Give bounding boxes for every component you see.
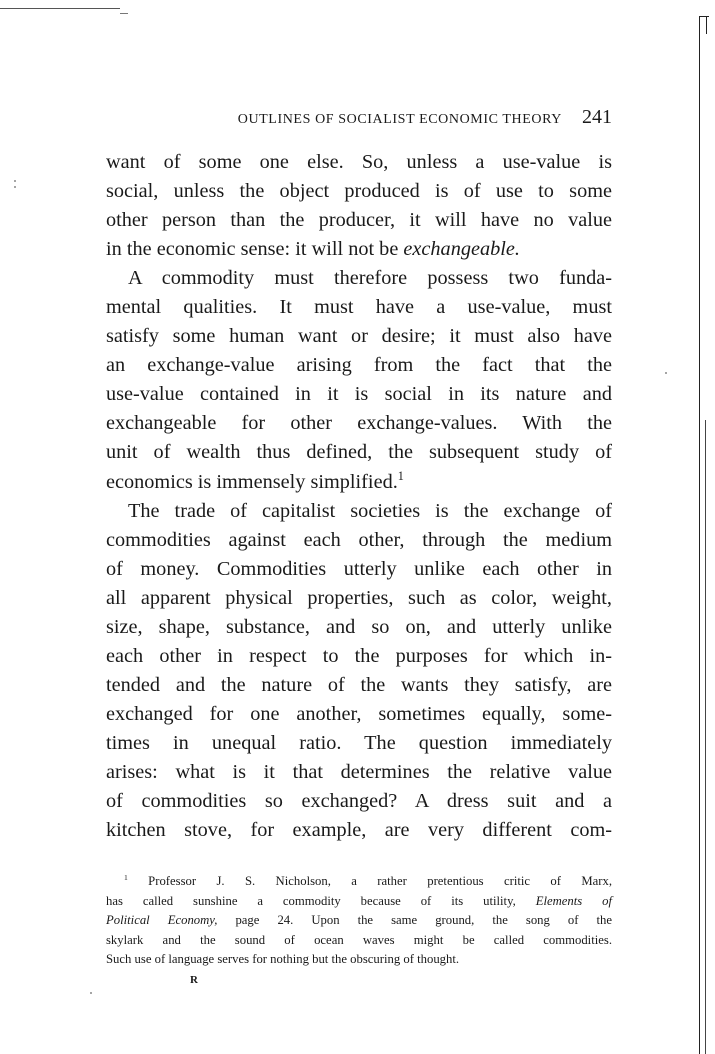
scan-speck (90, 992, 92, 994)
text-line: The trade of capitalist societies is the exchange of (128, 499, 612, 522)
footnote-line (106, 911, 612, 931)
scan-speck (14, 186, 16, 188)
text-line (106, 468, 612, 497)
book-title: Elements of (535, 893, 612, 908)
text-line: satisfy some human want or desire; it must also have (106, 325, 612, 348)
text-line: use-value contained in it is social in its nature and (106, 383, 612, 406)
running-title: OUTLINES OF SOCIALIST ECONOMIC THEORY (237, 112, 562, 127)
text-line: social, unless the object produced is of use to some (106, 180, 612, 203)
text-run: page 24. Upon the same ground, the song of the (217, 913, 613, 928)
text-line: arises: what is it that determines the relative value (106, 760, 612, 783)
text-line: of money. Commodities utterly unlike each other in (106, 557, 612, 580)
page-edge-line-inner (705, 420, 706, 1054)
scan-speck (14, 180, 16, 182)
emphasis-word: exchangeable. (403, 238, 520, 261)
footnote-ref: 1 (397, 468, 404, 483)
text-line: unit of wealth thus defined, the subsequent study of (106, 441, 612, 464)
page-edge-line (699, 16, 700, 1054)
page-edge-tick (699, 16, 709, 17)
text-line (106, 235, 612, 264)
footnote-line (106, 872, 612, 892)
text-line: kitchen stove, for example, are very different com- (106, 819, 612, 842)
text-line: tended and the nature of the wants they satisfy, are (106, 673, 612, 696)
page-edge-line-short (706, 16, 707, 34)
text-line: want of some one else. So, unless a use-value is (106, 151, 612, 173)
running-header (106, 106, 612, 130)
text-line: each other in respect to the purposes for which in- (106, 644, 612, 667)
footnote-line: Such use of language serves for nothing but the obscuring of thought. (106, 952, 460, 967)
top-rule (0, 8, 120, 9)
text-line: commodities against each other, through the medium (106, 528, 612, 551)
text-run: has called sunshine a commodity because of its utility, (106, 893, 536, 908)
text-line: exchangeable for other exchange-values. With the (106, 412, 612, 435)
text-run: economics is immensely simplified. (106, 470, 398, 493)
text-line: times in unequal ratio. The question immediately (106, 731, 612, 754)
signature-mark: R (190, 974, 198, 986)
text-line: of commodities so exchanged? A dress suit and a (106, 790, 612, 813)
footnote (106, 872, 612, 970)
text-line: mental qualities. It must have a use-value, must (106, 296, 612, 319)
text-line: an exchange-value arising from the fact that the (106, 354, 612, 377)
text-line: size, shape, substance, and so on, and utterly unlike (106, 615, 612, 638)
text-run: in the economic sense: it will not be (106, 238, 404, 261)
top-rule-tick (120, 13, 128, 14)
text-line: exchanged for one another, sometimes equally, some- (106, 702, 612, 725)
text-line: all apparent physical properties, such as color, weight, (106, 586, 612, 609)
book-title: Political Economy, (106, 913, 218, 928)
text-line: A commodity must therefore possess two funda- (128, 267, 612, 290)
footnote-marker: 1 (124, 872, 128, 882)
footnote-line: skylark and the sound of ocean waves might be called commodities. (106, 932, 612, 947)
page-number: 241 (582, 106, 612, 128)
text-run: Professor J. S. Nicholson, a rather pretentious critic of Marx, (127, 874, 612, 888)
footnote-line (106, 892, 612, 912)
scan-speck (665, 372, 667, 374)
text-line: other person than the producer, it will have no value (106, 209, 612, 232)
body-text (106, 148, 612, 845)
